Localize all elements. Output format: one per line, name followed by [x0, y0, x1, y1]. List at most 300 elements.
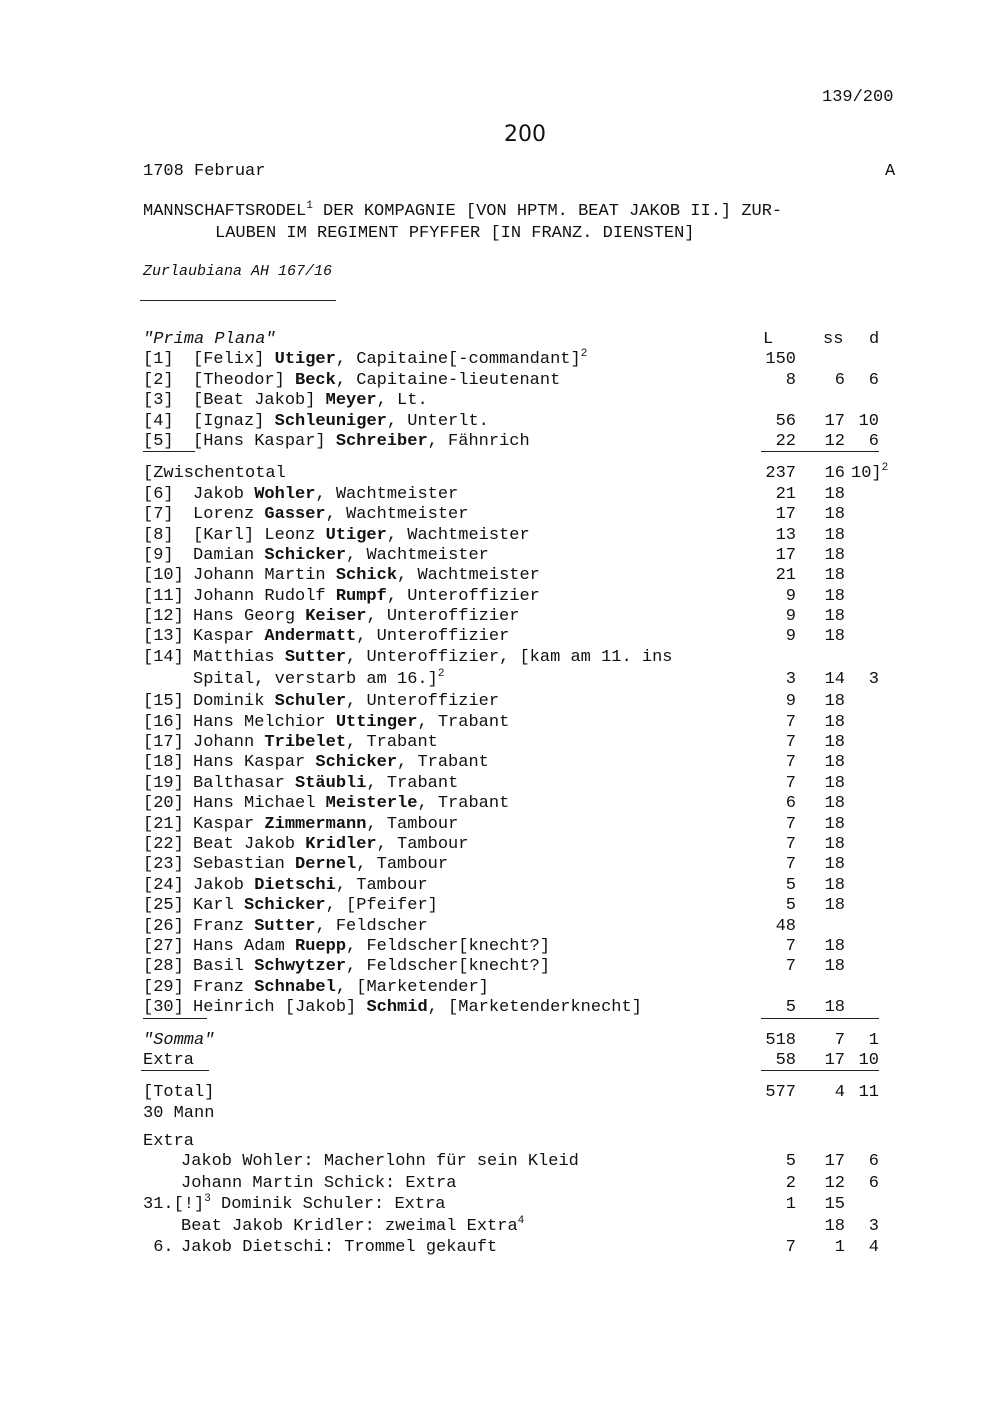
member-surname: Keiser: [305, 607, 367, 627]
member-entry: [193, 485, 458, 505]
member-rank: , Feldscher[knecht?]: [346, 957, 551, 977]
member-surname: Utiger: [325, 525, 387, 545]
roster-row: [143, 350, 903, 370]
member-note: [193, 670, 444, 690]
roster-row: [143, 733, 903, 753]
roster-row: [143, 412, 903, 432]
member-rank: , Capitaine-lieutenant: [335, 370, 561, 390]
member-given-name: Balthasar: [193, 773, 296, 793]
amount-livres: 518: [765, 1030, 796, 1050]
amount-livres: 7: [785, 957, 796, 977]
member-given-name: Beat Jakob: [193, 834, 306, 854]
sum-underline: [761, 1070, 879, 1071]
member-surname: Schwytzer: [254, 957, 347, 977]
member-entry: [193, 937, 550, 957]
amount-sols: 12: [824, 431, 845, 451]
amount-sols: 18: [824, 1216, 845, 1236]
row-number: [8]: [143, 525, 174, 545]
sum-label-text: "Somma": [143, 1030, 215, 1050]
member-surname: Utiger: [274, 350, 336, 370]
column-header-L: L: [763, 330, 774, 349]
amount-sols: 17: [824, 411, 845, 431]
amount-livres: 48: [775, 916, 796, 936]
amount-sols: 18: [824, 607, 845, 627]
amount-deniers: 10: [858, 1050, 879, 1070]
member-given-name: Basil: [193, 957, 255, 977]
extra-item: [143, 1195, 903, 1216]
amount-livres: 13: [775, 525, 796, 545]
member-surname: Tribelet: [264, 733, 347, 753]
row-number: [16]: [143, 712, 184, 732]
member-entry: [193, 412, 489, 432]
amount-livres: 9: [785, 586, 796, 606]
amount-livres: 17: [775, 505, 796, 525]
amount-livres: 7: [785, 733, 796, 753]
member-given-name: Johann Rudolf: [193, 586, 336, 606]
member-entry: [193, 713, 509, 733]
extra-label: Extra: [143, 1050, 195, 1070]
member-surname: Meisterle: [325, 794, 418, 814]
member-surname: Schicker: [315, 753, 398, 773]
amount-livres: 3: [785, 670, 796, 690]
subtotal-label: [Zwischentotal: [143, 464, 286, 484]
row-number-underline: [143, 1018, 207, 1019]
row-number: [13]: [143, 627, 184, 647]
amount-sols: 17: [824, 1152, 845, 1172]
member-surname: Wohler: [254, 484, 316, 504]
member-rank: , Wachtmeister: [325, 505, 469, 525]
amount-sols: 18: [824, 733, 845, 753]
amount-sols: 16: [824, 464, 845, 484]
footnote-ref: 3: [204, 1193, 211, 1206]
footnote-ref: 2: [881, 462, 889, 475]
member-surname: Stäubli: [295, 773, 367, 793]
member-rank: , Trabant: [417, 712, 510, 732]
row-number: [25]: [143, 896, 184, 916]
row-number: [4]: [143, 411, 174, 431]
member-surname: Zimmermann: [264, 814, 367, 834]
title-text-rest: DER KOMPAGNIE [VON HPTM. BEAT JAKOB II.] ZUR-: [312, 202, 783, 221]
amount-sols: 18: [824, 753, 845, 773]
member-given-name: Heinrich [Jakob]: [193, 998, 367, 1018]
member-entry: [193, 815, 458, 835]
source-reference: Zurlaubiana AH 167/16: [143, 263, 333, 280]
member-rank: , [Marketenderknecht]: [427, 998, 642, 1018]
deniers-value: 10]: [851, 464, 882, 484]
roster-row: [143, 546, 903, 566]
member-rank: , [Marketender]: [335, 977, 489, 997]
amount-livres: 58: [775, 1050, 796, 1070]
row-number: [10]: [143, 566, 184, 586]
extra-entry: [181, 1214, 525, 1237]
member-surname: Kridler: [305, 834, 377, 854]
amount-sols: 18: [824, 875, 845, 895]
member-surname: Schick: [335, 566, 398, 586]
roster-row: [143, 753, 903, 773]
table-caption: [143, 330, 276, 350]
member-surname: Ruepp: [295, 936, 347, 956]
row-number: [5]: [143, 431, 174, 451]
row-number: [17]: [143, 733, 184, 753]
sum-underline: [761, 1018, 879, 1019]
row-number: [12]: [143, 607, 184, 627]
head-count: 30 Mann: [143, 1103, 215, 1123]
member-entry: [193, 391, 428, 411]
amount-livres: 7: [785, 855, 796, 875]
amount-sols: 4: [834, 1083, 845, 1103]
member-given-name: [Hans Kaspar]: [193, 431, 336, 451]
extra-prefix: 6.: [143, 1237, 174, 1257]
row-number: [7]: [143, 505, 174, 525]
amount-deniers: 6: [868, 431, 879, 451]
roster-row: [143, 485, 903, 505]
amount-sols: 18: [824, 773, 845, 793]
extra-text: Jakob Dietschi: Trommel gekauft: [181, 1237, 498, 1257]
amount-sols: 18: [824, 525, 845, 545]
amount-sols: 6: [834, 370, 845, 390]
document-date: 1708 Februar: [143, 162, 266, 181]
row-number: [20]: [143, 794, 184, 814]
amount-livres: 7: [785, 834, 796, 854]
amount-sols: 18: [824, 566, 845, 586]
row-number: [19]: [143, 773, 184, 793]
amount-sols: 15: [824, 1195, 845, 1215]
roster-row: [143, 835, 903, 855]
member-surname: Schnabel: [254, 977, 336, 997]
roster-row: [143, 526, 903, 546]
member-given-name: Sebastian: [193, 855, 296, 875]
roster-row-continuation: [143, 668, 903, 692]
extra-item: [143, 1214, 903, 1238]
amount-deniers: 3: [868, 1216, 879, 1236]
extra-section: [143, 1132, 903, 1259]
member-rank: , Unteroffizier: [366, 607, 520, 627]
roster-row: [143, 627, 903, 647]
member-entry: [193, 566, 540, 586]
row-number: [3]: [143, 391, 174, 411]
amount-livres: 7: [785, 773, 796, 793]
row-number: [29]: [143, 977, 184, 997]
amount-sols: 18: [824, 484, 845, 504]
total-label: [Total]: [143, 1083, 215, 1103]
roster-row: [143, 774, 903, 794]
document-letter: A: [885, 162, 896, 181]
extra-entry: [181, 1174, 456, 1194]
roster-row: [143, 855, 903, 875]
member-given-name: Hans Michael: [193, 794, 326, 814]
member-given-name: Franz: [193, 916, 255, 936]
member-surname: Sutter: [254, 916, 316, 936]
title-text: MANNSCHAFTSRODEL: [143, 202, 307, 221]
member-given-name: Lorenz: [193, 505, 265, 525]
member-given-name: Hans Kaspar: [193, 753, 316, 773]
amount-livres: 577: [765, 1083, 796, 1103]
separator-rule: [140, 300, 336, 301]
member-rank: , Tambour: [335, 875, 428, 895]
roster-row: [143, 998, 903, 1018]
member-entry: [193, 546, 489, 566]
extra-item: [143, 1238, 903, 1259]
roster-row: [143, 917, 903, 937]
extra-prefix: 31.[!]: [143, 1195, 205, 1215]
amount-deniers: 1: [868, 1030, 879, 1050]
roster-row: [143, 957, 903, 977]
member-given-name: Damian: [193, 545, 265, 565]
member-rank: , Unteroffizier: [386, 586, 540, 606]
amount-livres: 150: [765, 350, 796, 370]
member-entry: [193, 978, 489, 998]
amount-livres: 5: [785, 896, 796, 916]
extra-heading: Extra: [143, 1132, 195, 1151]
amount-sols: 18: [824, 712, 845, 732]
roster-row: [143, 648, 903, 668]
member-given-name: Karl: [193, 896, 245, 916]
amount-sols: 7: [834, 1030, 845, 1050]
member-rank: , Trabant: [417, 794, 510, 814]
extra-item: [143, 1174, 903, 1195]
spacer: [143, 1071, 903, 1083]
member-entry: [193, 432, 530, 452]
member-given-name: Hans Georg: [193, 607, 306, 627]
roster-row: [143, 896, 903, 916]
member-rank: , Trabant: [366, 773, 459, 793]
document-title-line1: [143, 202, 782, 222]
row-number: [28]: [143, 957, 184, 977]
roster-row: [143, 432, 903, 452]
member-surname: Schmid: [366, 998, 428, 1018]
member-given-name: [Ignaz]: [193, 411, 275, 431]
amount-sols: 18: [824, 692, 845, 712]
member-surname: Schicker: [264, 545, 347, 565]
member-surname: Beck: [295, 370, 336, 390]
roster-row: [143, 391, 903, 411]
member-entry: [193, 753, 489, 773]
amount-deniers: [851, 464, 887, 484]
member-entry: [193, 774, 458, 794]
amount-livres: 9: [785, 627, 796, 647]
amount-deniers: 6: [868, 1173, 879, 1193]
row-number: [14]: [143, 647, 184, 667]
roster-row: [143, 794, 903, 814]
subtotal-row: [143, 464, 903, 484]
amount-sols: 18: [824, 936, 845, 956]
member-rank: , Unteroffizier: [356, 627, 510, 647]
member-surname: Dietschi: [254, 875, 336, 895]
row-number: [9]: [143, 545, 174, 565]
table-header-row: [143, 330, 903, 350]
amount-sols: 18: [824, 896, 845, 916]
row-number: [2]: [143, 370, 174, 390]
member-given-name: Dominik: [193, 692, 275, 712]
page-reference: 139/200: [822, 88, 894, 107]
member-given-name: Johann: [193, 733, 265, 753]
note-text: Spital, verstarb am 16.]: [193, 670, 438, 690]
amount-livres: 9: [785, 607, 796, 627]
member-rank: , Wachtmeister: [315, 484, 459, 504]
amount-livres: 21: [775, 484, 796, 504]
member-rank: , Trabant: [346, 733, 438, 753]
member-entry: [193, 835, 468, 855]
document-title-line2: LAUBEN IM REGIMENT PFYFFER [IN FRANZ. DIENSTEN]: [215, 224, 695, 243]
amount-deniers: 6: [868, 1152, 879, 1172]
member-rank: , Feldscher[knecht?]: [346, 936, 551, 956]
member-rank: , Wachtmeister: [397, 566, 540, 586]
member-surname: Andermatt: [264, 627, 357, 647]
member-given-name: Kaspar: [193, 627, 265, 647]
member-surname: Gasser: [264, 505, 326, 525]
amount-sols: 18: [824, 586, 845, 606]
member-rank: , [Pfeifer]: [325, 896, 438, 916]
amount-sols: 18: [824, 834, 845, 854]
amount-sols: 12: [824, 1173, 845, 1193]
member-entry: [193, 876, 428, 896]
member-entry: [193, 733, 438, 753]
member-entry: [193, 505, 468, 525]
row-number: [22]: [143, 834, 184, 854]
amount-sols: 18: [824, 855, 845, 875]
row-number: [30]: [143, 998, 184, 1018]
member-given-name: Hans Adam: [193, 936, 296, 956]
member-rank: , Tambour: [366, 814, 459, 834]
amount-deniers: 4: [868, 1237, 879, 1257]
member-rank: , Lt.: [376, 391, 428, 411]
roster-table: [143, 330, 903, 1124]
row-number: [24]: [143, 875, 184, 895]
amount-livres: 7: [785, 1237, 796, 1257]
amount-sols: 18: [824, 545, 845, 565]
member-entry: [193, 526, 530, 546]
member-given-name: [Felix]: [193, 350, 275, 370]
amount-sols: 18: [824, 794, 845, 814]
amount-livres: 7: [785, 753, 796, 773]
row-number: [21]: [143, 814, 184, 834]
extra-text: Beat Jakob Kridler: zweimal Extra: [181, 1216, 518, 1236]
row-number-underline: [143, 451, 195, 452]
row-number: [15]: [143, 692, 184, 712]
amount-livres: 237: [765, 464, 796, 484]
column-header-ss: ss: [823, 330, 844, 349]
amount-livres: 9: [785, 692, 796, 712]
row-number: [26]: [143, 916, 184, 936]
member-given-name: Kaspar: [193, 814, 265, 834]
member-rank: , Unteroffizier, [kam am 11. ins: [346, 647, 673, 667]
amount-sols: 18: [824, 957, 845, 977]
member-rank: , Fähnrich: [427, 431, 530, 451]
footnote-ref: 2: [437, 668, 445, 681]
footnote-ref: 2: [580, 348, 588, 361]
amount-livres: 22: [775, 431, 796, 451]
member-entry: [193, 957, 550, 977]
member-surname: Schuler: [274, 692, 347, 712]
member-given-name: Johann Martin: [193, 566, 336, 586]
member-entry: [193, 607, 519, 627]
member-surname: Schreiber: [335, 431, 428, 451]
amount-livres: 8: [785, 370, 796, 390]
member-given-name: [Karl] Leonz: [193, 525, 326, 545]
page-number: 200: [504, 122, 546, 147]
extra-text: Dominik Schuler: Extra: [210, 1195, 446, 1215]
roster-row: [143, 713, 903, 733]
member-rank: , Wachtmeister: [346, 545, 489, 565]
extra-entry: [181, 1152, 579, 1172]
roster-row: [143, 566, 903, 586]
member-surname: Schicker: [244, 896, 326, 916]
member-rank: , Wachtmeister: [386, 525, 530, 545]
roster-row: [143, 937, 903, 957]
roster-row: [143, 607, 903, 627]
footnote-ref: 1: [306, 200, 313, 212]
total-row: [143, 1083, 903, 1103]
member-surname: Meyer: [325, 391, 377, 411]
extra-row: [143, 1051, 903, 1071]
amount-deniers: 11: [858, 1083, 879, 1103]
member-given-name: Jakob: [193, 484, 255, 504]
caption-text: "Prima Plana": [143, 330, 276, 349]
footnote-ref: 4: [517, 1214, 525, 1227]
amount-deniers: 3: [868, 670, 879, 690]
member-surname: Schleuniger: [274, 411, 387, 431]
amount-livres: 2: [785, 1173, 796, 1193]
member-entry: [193, 350, 587, 370]
amount-sols: 18: [824, 998, 845, 1018]
amount-sols: 17: [824, 1050, 845, 1070]
member-given-name: Matthias: [193, 647, 285, 667]
row-number: [18]: [143, 753, 184, 773]
extra-text: Johann Martin Schick: Extra: [181, 1173, 457, 1193]
member-surname: Rumpf: [335, 586, 387, 606]
roster-row: [143, 371, 903, 391]
extra-entry: [143, 1195, 445, 1215]
amount-livres: 7: [785, 814, 796, 834]
column-header-d: d: [869, 330, 880, 349]
amount-livres: 6: [785, 794, 796, 814]
member-entry: [193, 794, 509, 814]
member-rank: , Unteroffizier: [346, 692, 500, 712]
row-number: [1]: [143, 350, 174, 370]
member-given-name: [Beat Jakob]: [193, 391, 326, 411]
amount-sols: 18: [824, 505, 845, 525]
roster-row: [143, 505, 903, 525]
member-surname: Dernel: [295, 855, 357, 875]
amount-livres: 7: [785, 712, 796, 732]
member-entry: [193, 917, 428, 937]
member-entry: [193, 627, 509, 647]
member-entry: [193, 896, 438, 916]
row-number: [11]: [143, 586, 184, 606]
member-entry: [193, 648, 673, 668]
member-entry: [193, 855, 448, 875]
row-number: [23]: [143, 855, 184, 875]
sum-row: [143, 1031, 903, 1051]
member-rank: , Feldscher: [315, 916, 428, 936]
amount-sols: 1: [834, 1237, 845, 1257]
spacer: [143, 1019, 903, 1031]
row-number: [27]: [143, 936, 184, 956]
sum-underline: [761, 451, 879, 452]
sum-label: [143, 1031, 214, 1051]
roster-row: [143, 876, 903, 896]
member-rank: , Tambour: [356, 855, 449, 875]
member-given-name: Hans Melchior: [193, 712, 336, 732]
member-entry: [193, 371, 560, 391]
member-entry: [193, 692, 499, 712]
member-surname: Sutter: [284, 647, 347, 667]
row-number: [6]: [143, 484, 174, 504]
amount-livres: 1: [785, 1195, 796, 1215]
member-given-name: [Theodor]: [193, 370, 296, 390]
member-surname: Uttinger: [335, 712, 418, 732]
roster-row: [143, 692, 903, 712]
